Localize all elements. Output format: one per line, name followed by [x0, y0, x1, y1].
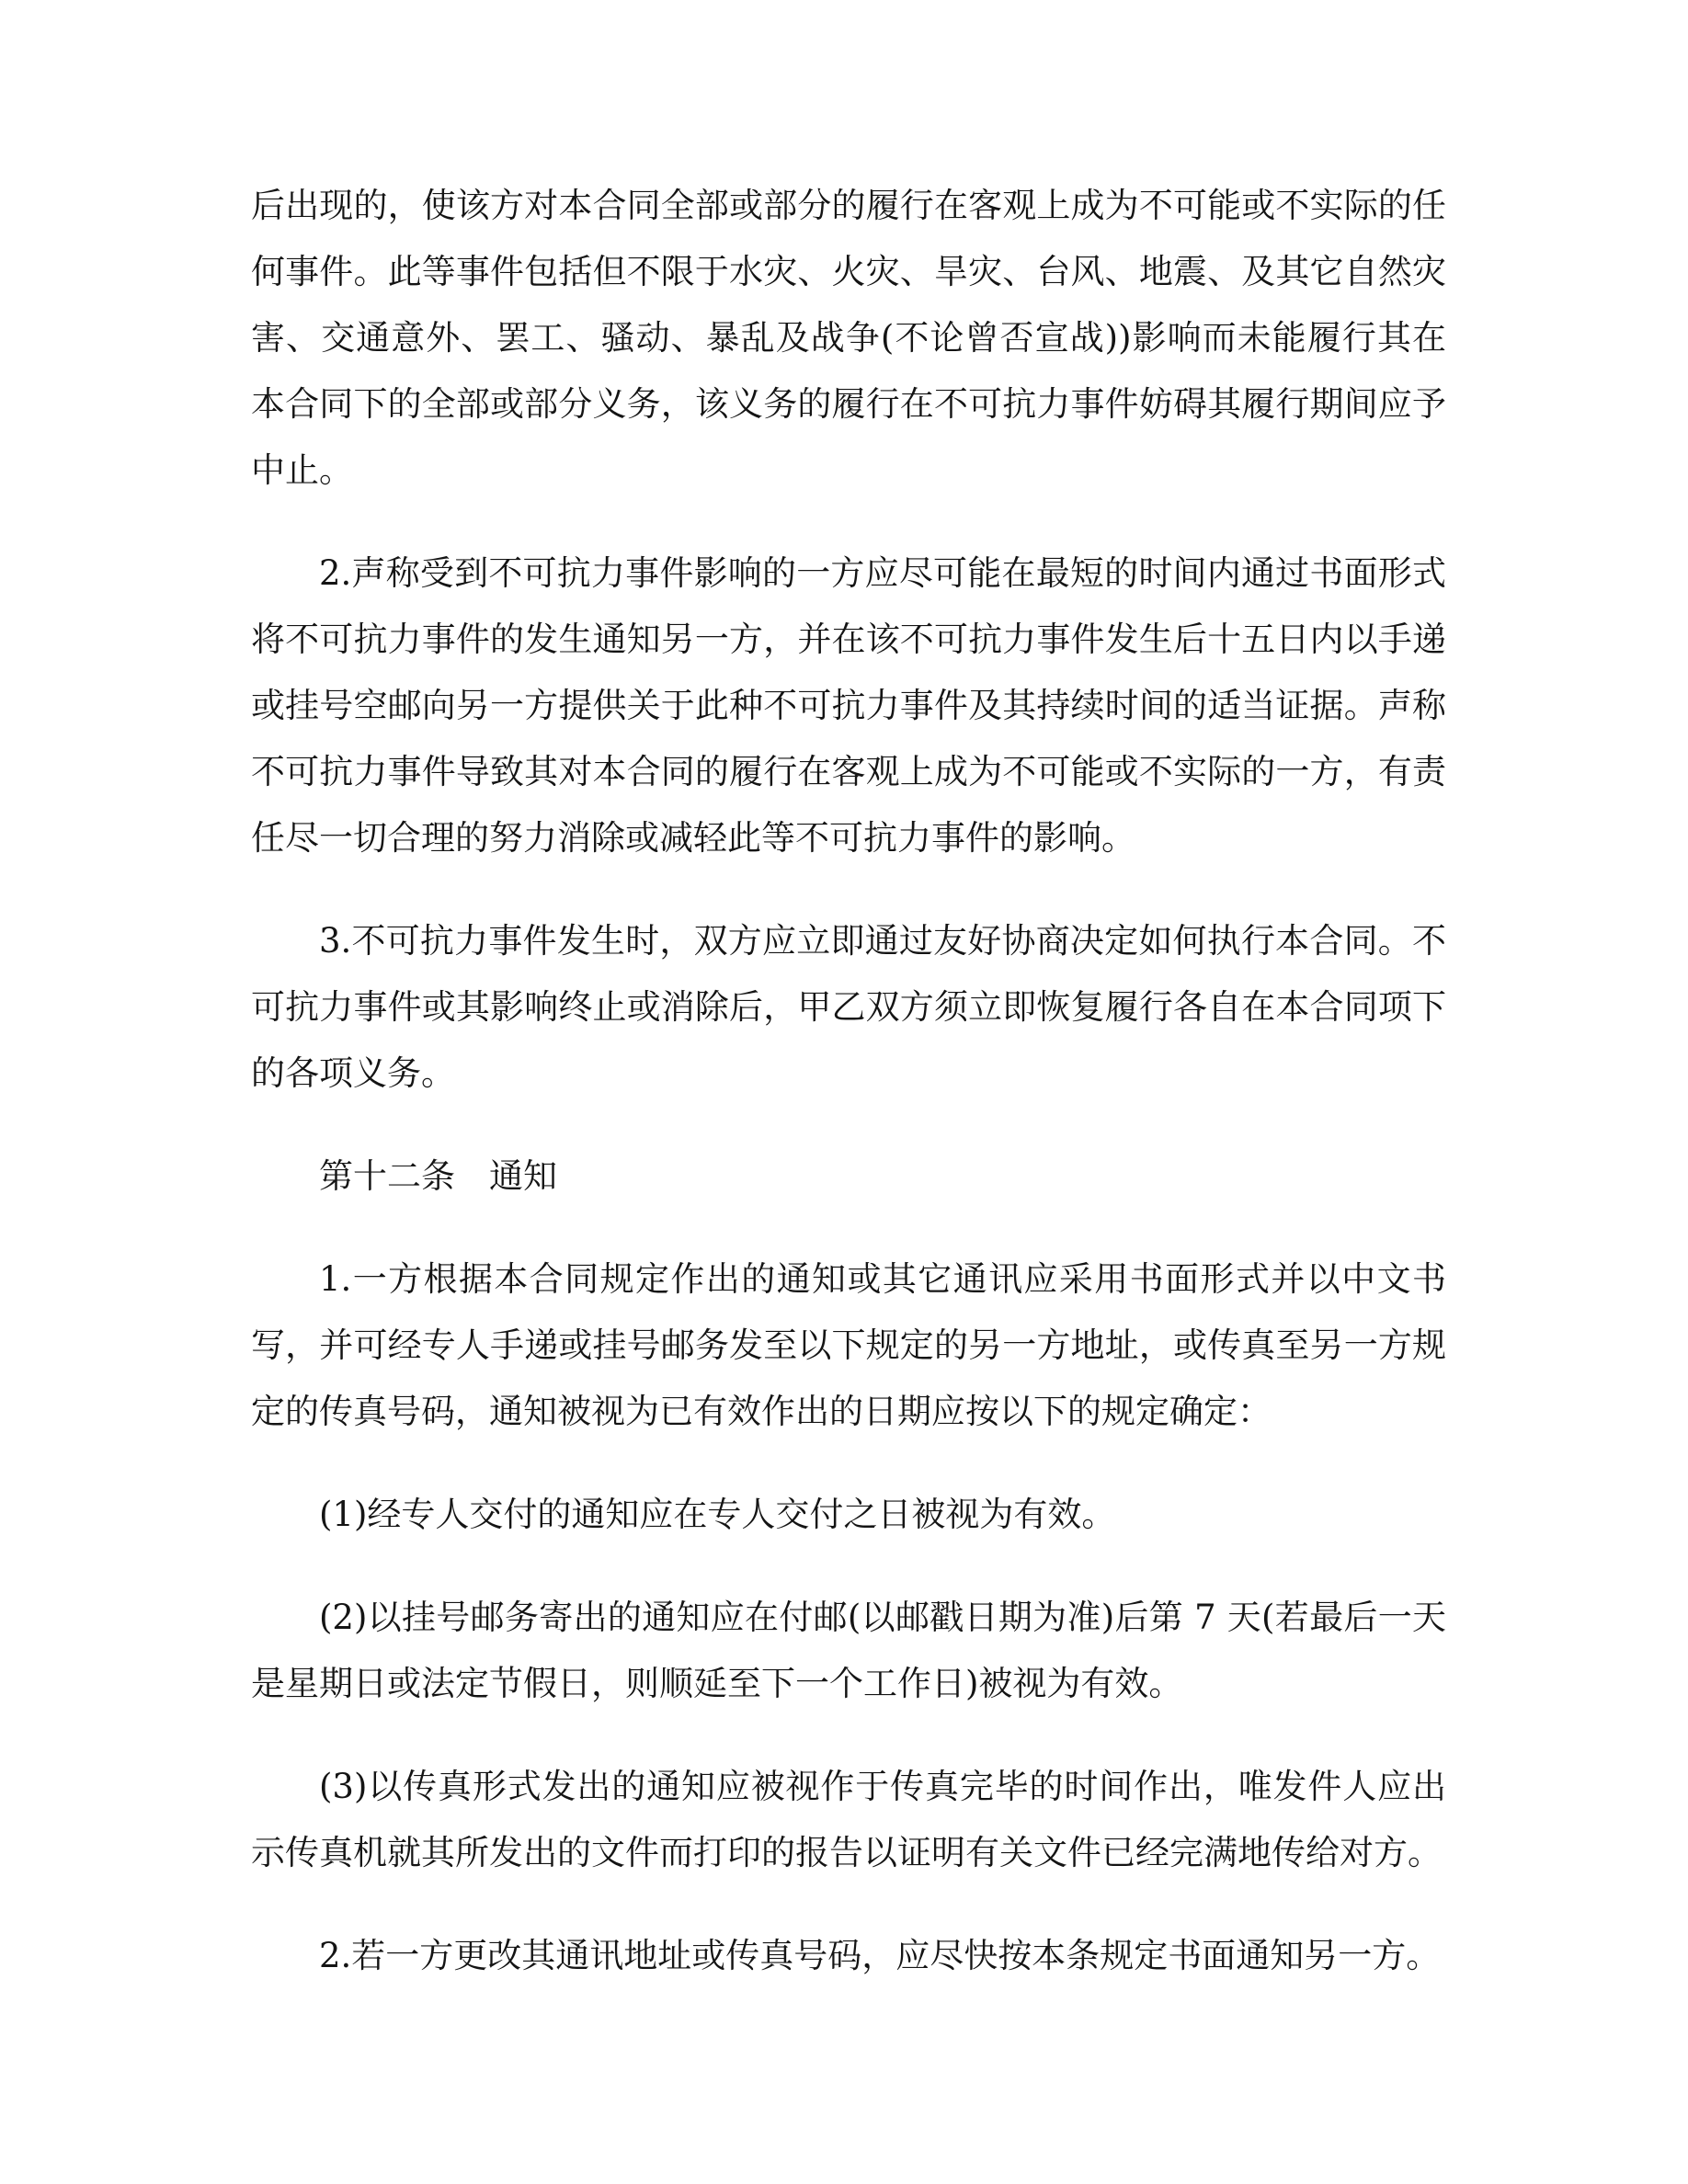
- document-body: [251, 173, 1446, 2026]
- paragraph-notice-registered-mail: (2)以挂号邮务寄出的通知应在付邮(以邮戳日期为准)后第 7 天(若最后一天是星期日或法定节假日，则顺延至下一个工作日)被视为有效。: [251, 1598, 1446, 1703]
- paragraph-force-majeure-consultation: 3.不可抗力事件发生时，双方应立即通过友好协商决定如何执行本合同。不可抗力事件或其影响终止或消除后，甲乙双方须立即恢复履行各自在本合同项下的各项义务。: [251, 921, 1446, 1093]
- paragraph-notice-personal-delivery: (1)经专人交付的通知应在专人交付之日被视为有效。: [319, 1495, 1116, 1534]
- paragraph-notice-fax: (3)以传真形式发出的通知应被视作于传真完毕的时间作出，唯发件人应出示传真机就其所发出的文件而打印的报告以证明有关文件已经完满地传给对方。: [251, 1767, 1446, 1872]
- section-heading-article-12: 第十二条 通知: [319, 1156, 557, 1196]
- paragraph-notice-form: 1.一方根据本合同规定作出的通知或其它通讯应采用书面形式并以中文书写，并可经专人手递或挂号邮务发至以下规定的另一方地址，或传真至另一方规定的传真号码，通知被视为已有效作出的日期应按以下的规定确定：: [251, 1259, 1446, 1431]
- paragraph-force-majeure-definition: 后出现的，使该方对本合同全部或部分的履行在客观上成为不可能或不实际的任何事件。此等事件包括但不限于水灾、火灾、旱灾、台风、地震、及其它自然灾害、交通意外、罢工、骚动、暴乱及战争(不论曾否宣战))影响而未能履行其在本合同下的全部或部分义务，该义务的履行在不可抗力事件妨碍其履行期间应予中止。: [251, 186, 1446, 490]
- paragraph-force-majeure-notice: 2.声称受到不可抗力事件影响的一方应尽可能在最短的时间内通过书面形式将不可抗力事件的发生通知另一方，并在该不可抗力事件发生后十五日内以手递或挂号空邮向另一方提供关于此种不可抗力事件及其持续时间的适当证据。声称不可抗力事件导致其对本合同的履行在客观上成为不可能或不实际的一方，有责任尽一切合理的努力消除或减轻此等不可抗力事件的影响。: [251, 553, 1446, 858]
- paragraph-notice-address-change: 2.若一方更改其通讯地址或传真号码，应尽快按本条规定书面通知另一方。: [319, 1936, 1441, 1975]
